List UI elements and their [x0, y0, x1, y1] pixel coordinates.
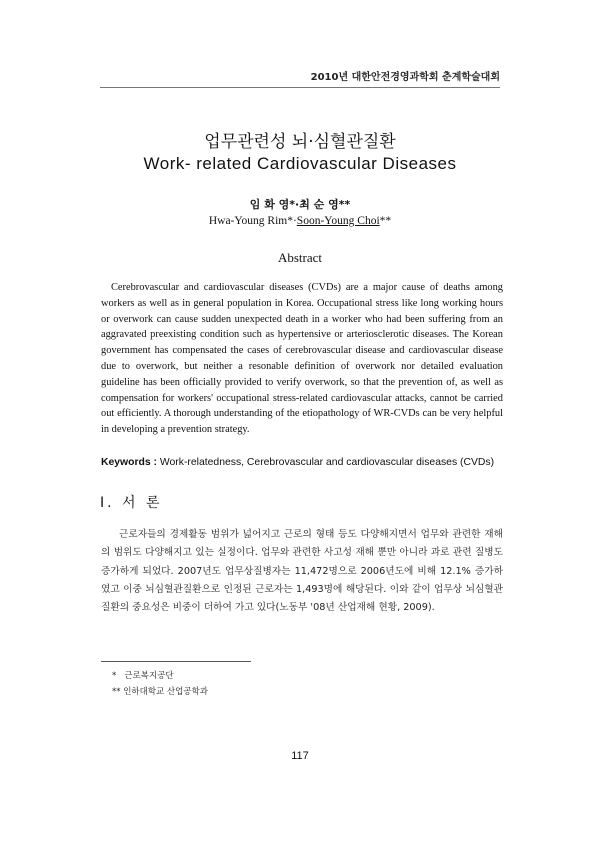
abstract-heading: Abstract [277, 250, 323, 265]
author-first: Hwa-Young Rim*· [208, 215, 297, 227]
authors-english [0, 215, 600, 227]
section-heading: Ⅰ. 서 론 [100, 495, 163, 511]
footnote-text: 인하대학교 산업공학과 [123, 687, 209, 697]
footnote-mark: ** [112, 687, 121, 697]
conference-header: 2010년 대한안전경영과학회 춘계학술대회 [310, 72, 500, 83]
title-english: Work- related Cardiovascular Diseases [143, 154, 457, 173]
footnote-2 [112, 685, 208, 697]
title-korean: 업무관련성 뇌·심혈관질환 [204, 132, 396, 152]
section-body: 근로자들의 경제활동 범위가 넓어지고 근로의 형태 등도 다양해지면서 업무와 관련한 재해의 범위도 다양해지고 있는 실정이다. 업무와 관련한 사고성 재해 뿐만 아니라 과로 관련 질병도 증가하게 되었다. 2007년도 업무상질병자는 11,472명으로 2006년도에 비해 12.1% 증가하였고 이중 뇌심혈관질환으로 인정된 근로자는 1,493명에 해당된다. 이와 같이 업무상 뇌심혈관질환의 중요성은 비중이 더하여 가고 있다(노동부 '08년 산업재해 현황, 2009). [101, 529, 503, 614]
footnote-divider [101, 661, 251, 662]
author-second: Soon-Young Choi [296, 215, 380, 227]
page-number: 117 [291, 750, 309, 762]
footnote-mark: * [112, 671, 117, 681]
footnote-1 [112, 669, 174, 681]
keywords-label: Keywords : [101, 457, 158, 468]
abstract-body: Cerebrovascular and cardiovascular diseases (CVDs) are a major cause of deaths among workers as well as in general population in Korea. Occupational stress like long working hours or overwork can cause sudden unexpected death in a worker who had been suffering from an aggravated preexisting condition such as hypertensive or arteriosclerotic diseases. The Korean government has compensated the cases of cerebrovascular disease and cardiovascular disease due to overwork, but neither a resonable definition of overwork nor detailed evaluation guideline has been officially provided to verify overwork, so that the prevention of, as well as compensation for workers' occupational stress-related cardiovascular attacks, cannot be carried out efficiently. A thorough understanding of the etiopathology of WR-CVDs can be very helpful in developing a prevention strategy. [101, 282, 503, 436]
keywords-line [101, 457, 494, 468]
keywords-text: Work-relatedness, Cerebrovascular and cardiovascular diseases (CVDs) [159, 457, 495, 468]
authors-korean: 임 화 영*·최 순 영** [249, 198, 351, 211]
footnote-text: 근로복지공단 [124, 671, 174, 681]
author-second-mark: ** [379, 215, 392, 227]
header-divider [100, 87, 500, 88]
